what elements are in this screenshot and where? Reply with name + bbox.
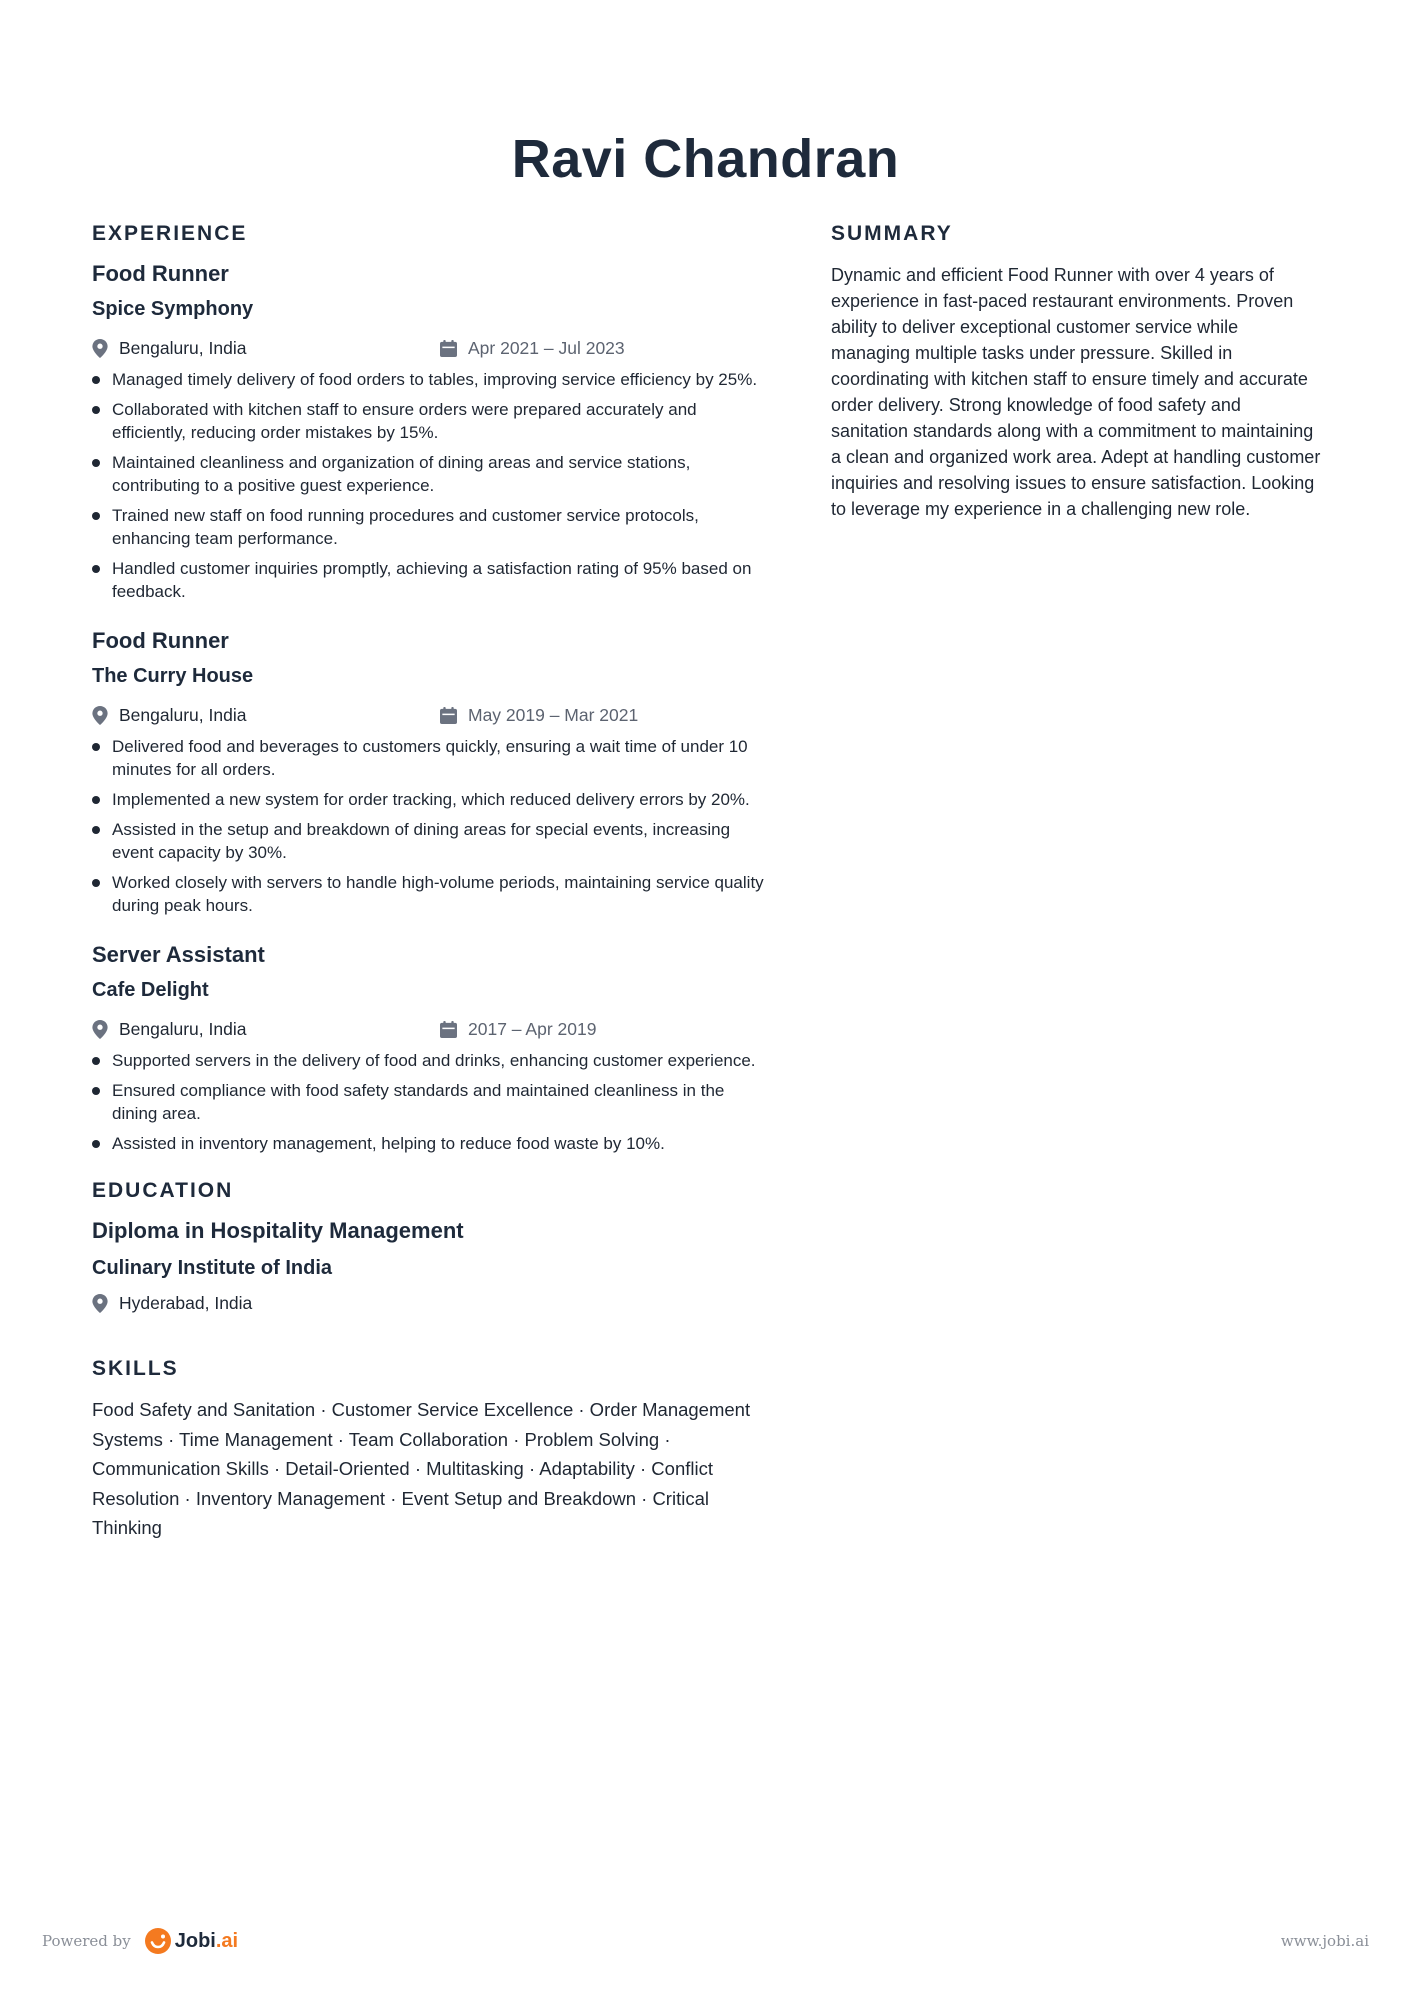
website-link[interactable]: www.jobi.ai	[1280, 1932, 1369, 1950]
list-item: Maintained cleanliness and organization of dining areas and service stations, contributing to a positive guest experience.	[92, 451, 772, 497]
list-item: Managed timely delivery of food orders to tables, improving service efficiency by 25%.	[92, 368, 772, 391]
experience-heading: EXPERIENCE	[92, 222, 248, 245]
job-bullets	[92, 368, 772, 603]
job-bullets	[92, 1049, 772, 1155]
job-title: Server Assistant	[92, 942, 265, 967]
job-entry	[92, 260, 772, 603]
education-section	[92, 1179, 772, 1317]
calendar-icon	[440, 707, 457, 724]
skills-text: Food Safety and Sanitation · Customer Service Excellence · Order Management Systems · Time Management · Team Collaboration · Problem Solving · Communication Skills · Detail-Oriented · Multitasking · Adaptability · Conflict Resolution · Inventory Management · Event Setup and Breakdown · Critical Thinking	[92, 1399, 751, 1538]
job-meta	[92, 701, 772, 729]
skills-heading: SKILLS	[92, 1357, 179, 1380]
location-text: Hyderabad, India	[119, 1292, 253, 1313]
summary-heading: SUMMARY	[831, 222, 953, 245]
left-column	[92, 222, 772, 1543]
jobi-logo-icon	[145, 1928, 171, 1954]
job-title: Food Runner	[92, 628, 229, 653]
job-location	[92, 1019, 440, 1040]
education-heading: EDUCATION	[92, 1179, 234, 1202]
job-company: Cafe Delight	[92, 979, 209, 1001]
map-pin-icon	[92, 1294, 108, 1313]
location-text: Bengaluru, India	[119, 1018, 247, 1039]
skills-section	[92, 1357, 772, 1543]
job-entry	[92, 627, 772, 917]
education-degree: Diploma in Hospitality Management	[92, 1218, 464, 1243]
list-item: Handled customer inquiries promptly, achieving a satisfaction rating of 95% based on feedback.	[92, 557, 772, 603]
list-item: Worked closely with servers to handle high-volume periods, maintaining service quality during peak hours.	[92, 871, 772, 917]
experience-section	[92, 222, 772, 1155]
list-item: Delivered food and beverages to customers quickly, ensuring a wait time of under 10 minutes for all orders.	[92, 735, 772, 781]
list-item: Assisted in inventory management, helping to reduce food waste by 10%.	[92, 1132, 772, 1155]
list-item: Ensured compliance with food safety standards and maintained cleanliness in the dining area.	[92, 1079, 772, 1125]
resume-name: Ravi Chandran	[511, 129, 900, 189]
dates-text: May 2019 – Mar 2021	[468, 704, 639, 725]
job-company: Spice Symphony	[92, 298, 254, 320]
job-dates	[440, 338, 625, 359]
summary-section	[831, 222, 1321, 522]
brand-suffix: .ai	[215, 1929, 239, 1952]
education-school: Culinary Institute of India	[92, 1257, 333, 1279]
map-pin-icon	[92, 339, 108, 358]
calendar-icon	[440, 1021, 457, 1038]
location-text: Bengaluru, India	[119, 337, 247, 358]
brand-name: Jobi	[174, 1929, 216, 1952]
list-item: Collaborated with kitchen staff to ensure orders were prepared accurately and efficiently, reducing order mistakes by 15%.	[92, 398, 772, 444]
job-dates	[440, 705, 638, 726]
job-meta	[92, 1015, 772, 1043]
job-title: Food Runner	[92, 261, 229, 286]
brand-logo[interactable]	[145, 1928, 238, 1954]
job-meta	[92, 334, 772, 362]
powered-by-footer	[42, 1926, 238, 1956]
education-location	[92, 1293, 252, 1314]
job-bullets	[92, 735, 772, 917]
list-item: Trained new staff on food running procedures and customer service protocols, enhancing team performance.	[92, 504, 772, 550]
list-item: Supported servers in the delivery of food and drinks, enhancing customer experience.	[92, 1049, 772, 1072]
job-dates	[440, 1019, 596, 1040]
job-company: The Curry House	[92, 665, 254, 687]
list-item: Assisted in the setup and breakdown of dining areas for special events, increasing event capacity by 30%.	[92, 818, 772, 864]
location-text: Bengaluru, India	[119, 704, 247, 725]
job-location	[92, 705, 440, 726]
map-pin-icon	[92, 1020, 108, 1039]
powered-by-label: Powered by	[42, 1932, 131, 1950]
list-item: Implemented a new system for order tracking, which reduced delivery errors by 20%.	[92, 788, 772, 811]
dates-text: Apr 2021 – Jul 2023	[468, 337, 625, 358]
education-meta	[92, 1289, 772, 1317]
dates-text: 2017 – Apr 2019	[468, 1018, 597, 1039]
map-pin-icon	[92, 706, 108, 725]
right-column	[831, 222, 1321, 522]
job-entry	[92, 941, 772, 1155]
job-location	[92, 338, 440, 359]
calendar-icon	[440, 340, 457, 357]
summary-text: Dynamic and efficient Food Runner with over 4 years of experience in fast-paced restaurant environments. Proven ability to deliver exceptional customer service while managing multiple tasks under pressure. Skilled in coordinating with kitchen staff to ensure timely and accurate order delivery. Strong knowledge of food safety and sanitation standards along with a commitment to maintaining a clean and organized work area. Adept at handling customer inquiries and resolving issues to ensure satisfaction. Looking to leverage my experience in a challenging new role.	[831, 265, 1321, 519]
